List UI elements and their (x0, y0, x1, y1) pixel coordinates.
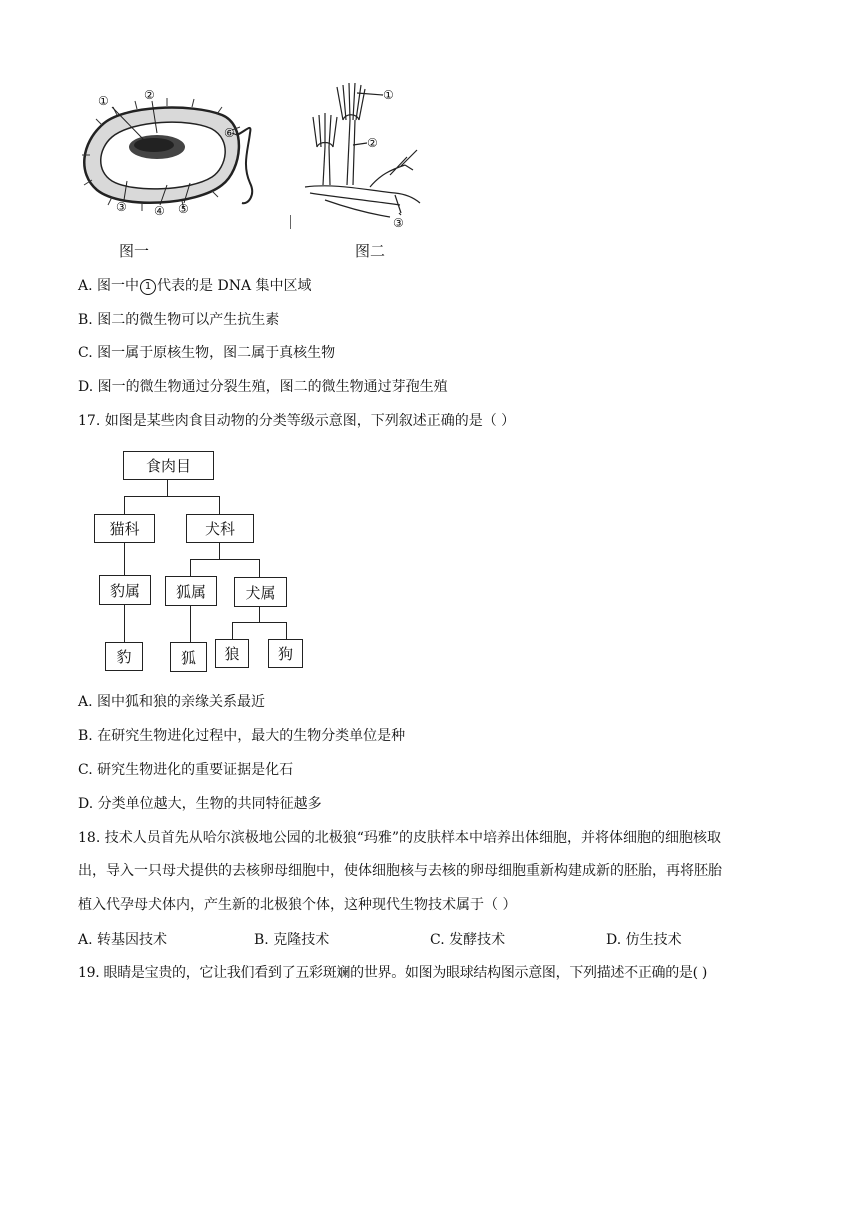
q16-option-d: D. 图一的微生物通过分裂生殖，图二的微生物通过芽孢生殖 (78, 379, 448, 395)
q18-stem-line1: 18. 技术人员首先从哈尔滨极地公园的北极狼“玛雅”的皮肤样本中培养出体细胞，并将体细胞的细胞核取 (78, 830, 722, 846)
q18-option-d: D. 仿生技术 (606, 932, 682, 948)
q17-option-b: B. 在研究生物进化过程中，最大的生物分类单位是种 (78, 728, 406, 744)
q18-option-a: A. 转基因技术 (78, 932, 168, 948)
q18-stem-line3: 植入代孕母犬体内，产生新的北极狼个体，这种现代生物技术属于（ ） (78, 897, 517, 913)
fig1-label-5: ⑤ (178, 202, 189, 216)
circled-number: 1 (140, 279, 156, 295)
q18-option-c: C. 发酵技术 (430, 932, 506, 948)
q17-stem: 17. 如图是某些肉食目动物的分类等级示意图，下列叙述正确的是（ ） (78, 413, 516, 429)
tree-node-species-dog: 狗 (268, 639, 303, 668)
q17-option-d: D. 分类单位越大，生物的共同特征越多 (78, 796, 322, 812)
tree-node-family-dog: 犬科 (186, 514, 254, 543)
figure-fungus (295, 75, 430, 235)
q17-option-c: C. 研究生物进化的重要证据是化石 (78, 762, 294, 778)
q16-option-b: B. 图二的微生物可以产生抗生素 (78, 312, 280, 328)
fig2-caption: 图二 (355, 242, 386, 260)
tree-node-order: 食肉目 (123, 451, 214, 480)
fig1-label-3: ③ (116, 200, 127, 214)
bacterium-drawing (72, 85, 272, 235)
fig2-label-1: ① (383, 88, 394, 102)
q16-option-c: C. 图一属于原核生物，图二属于真核生物 (78, 345, 336, 361)
figure-bacterium (72, 85, 272, 235)
fig1-label-6: ⑥ (224, 126, 235, 140)
q19-stem: 19. 眼睛是宝贵的，它让我们看到了五彩斑斓的世界。如图为眼球结构图示意图，下列描述不正确的是( ) (78, 965, 708, 981)
q17-option-a: A. 图中狐和狼的亲缘关系最近 (78, 694, 266, 710)
fig2-label-3: ③ (393, 216, 404, 230)
q18-option-b: B. 克隆技术 (254, 932, 330, 948)
tree-node-species-fox: 狐 (170, 642, 207, 672)
tree-node-species-wolf: 狼 (215, 639, 249, 668)
tree-node-genus-leopard: 豹属 (99, 575, 151, 605)
fungus-drawing (295, 75, 430, 235)
fig1-caption: 图一 (119, 242, 150, 260)
tree-node-family-cat: 猫科 (94, 514, 155, 543)
fig1-label-4: ④ (154, 204, 165, 218)
tree-node-species-leopard: 豹 (105, 642, 143, 671)
q18-stem-line2: 出，导入一只母犬提供的去核卵母细胞中，使体细胞核与去核的卵母细胞重新构建成新的胚胎，再将胚胎 (78, 863, 722, 879)
figure-divider (290, 215, 291, 229)
tree-node-genus-dog: 犬属 (234, 577, 287, 607)
q16-option-a: A. 图一中 1 代表的是 DNA 集中区域 (78, 278, 312, 294)
tree-node-genus-fox: 狐属 (165, 576, 217, 606)
fig1-label-1: ① (98, 94, 109, 108)
fig2-label-2: ② (367, 136, 378, 150)
fig1-label-2: ② (144, 88, 155, 102)
